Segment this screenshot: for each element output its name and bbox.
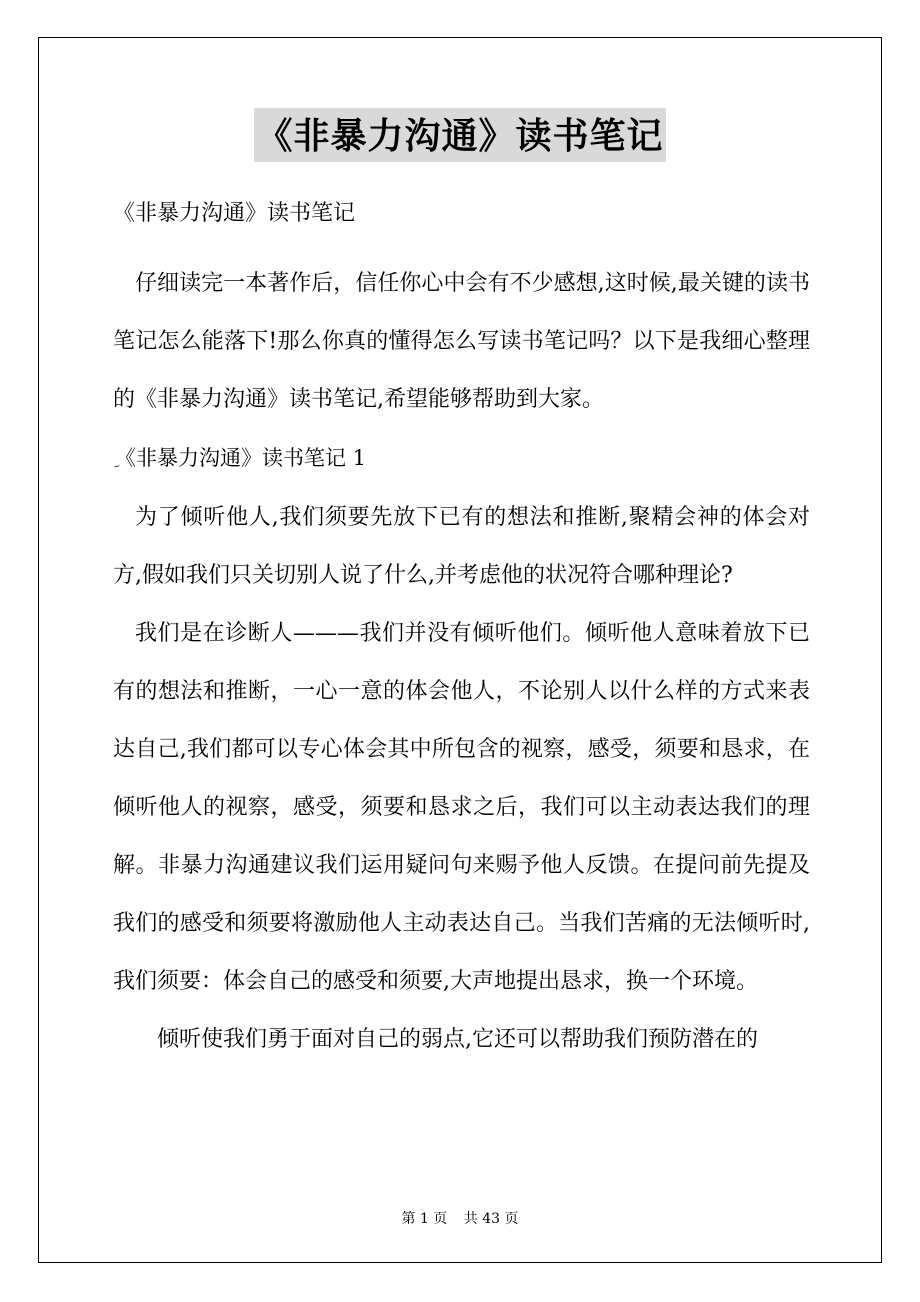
page-footer <box>0 1208 920 1228</box>
title-container <box>0 108 920 162</box>
body-paragraph-3: 倾听使我们勇于面对自己的弱点,它还可以帮助我们预防潜在的 <box>157 1027 758 1052</box>
intro-paragraph: 仔细读完一本著作后，信任你心中会有不少感想,这时候,最关键的读书笔记怎么能落下!那么你真的懂得怎么写读书笔记吗？以下是我细心整理的《非暴力沟通》读书笔记,希望能够帮助到大家。 <box>113 271 810 412</box>
document-body <box>113 255 810 1069</box>
body-paragraph-2: 我们是在诊断人———我们并没有倾听他们。倾听他人意味着放下已有的想法和推断，一心一意的体会他人，不论别人以什么样的方式来表达自己,我们都可以专心体会其中所包含的视察，感受，须要和恳求，在倾听他人的视察，感受，须要和恳求之后，我们可以主动表达我们的理解。非暴力沟通建议我们运用疑问句来赐予他人反馈。在提问前先提及我们的感受和须要将激励他人主动表达自己。当我们苦痛的无法倾听时,我们须要：体会自己的感受和须要,大声地提出恳求，换一个环境。 <box>113 621 810 994</box>
body-paragraph-1: 为了倾听他人,我们须要先放下已有的想法和推断,聚精会神的体会对方,假如我们只关切别人说了什么,并考虑他的状况符合哪种理论? <box>113 505 810 588</box>
section-heading-text: 《非暴力沟通》读书笔记 1 <box>115 446 367 470</box>
document-title: 《非暴力沟通》读书笔记 <box>254 108 665 162</box>
section-heading <box>113 446 810 472</box>
page-total: 共 43 页 <box>463 1211 519 1227</box>
document-subtitle: 《非暴力沟通》读书笔记 <box>113 201 356 226</box>
page-number: 第 1 页 <box>401 1211 448 1227</box>
